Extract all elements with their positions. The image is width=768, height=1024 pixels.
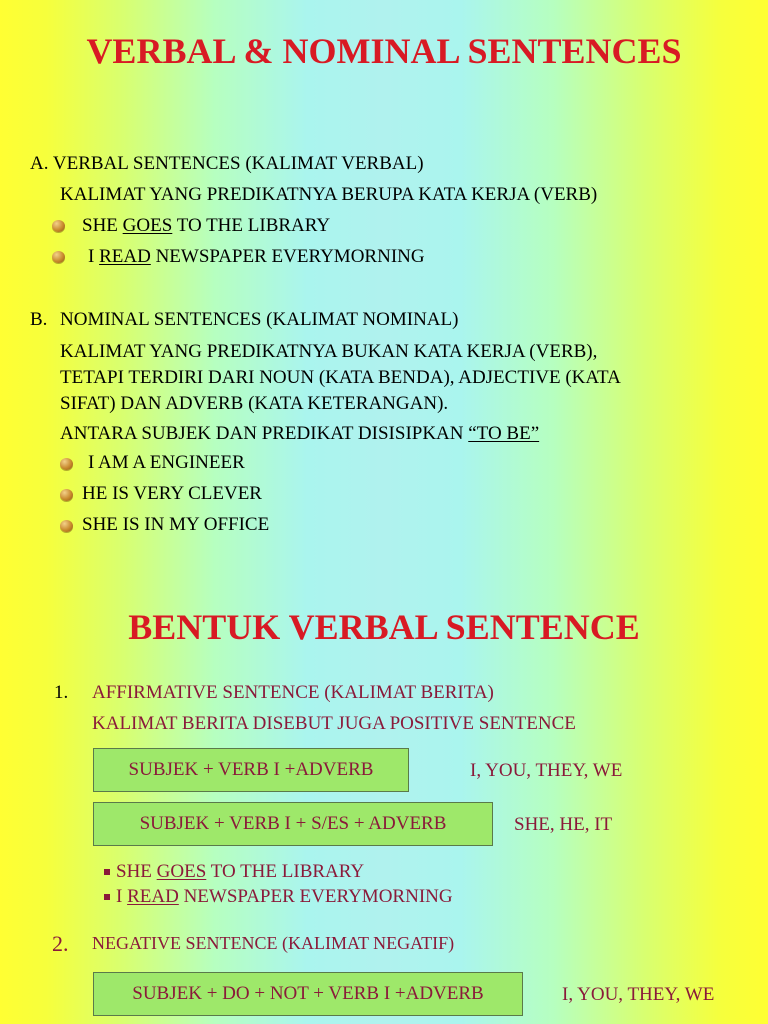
- bullet-icon: [60, 458, 73, 470]
- section-b-example-1: I AM A ENGINEER: [88, 452, 245, 473]
- item1-heading: AFFIRMATIVE SENTENCE (KALIMAT BERITA): [92, 682, 494, 703]
- formula-box: SUBJEK + VERB I + S/ES + ADVERB: [93, 802, 493, 846]
- section-b-to-be-note: ANTARA SUBJEK DAN PREDIKAT DISISIPKAN “TO BE”: [60, 423, 540, 444]
- item1-number: 1.: [54, 682, 69, 703]
- square-bullet-icon: [104, 869, 110, 875]
- slide-bentuk-verbal: [0, 576, 768, 1024]
- formula-box: SUBJEK + DO + NOT + VERB I +ADVERB: [93, 972, 523, 1016]
- section-b-definition-line-3: SIFAT) DAN ADVERB (KATA KETERANGAN).: [60, 393, 449, 414]
- item1-example-1: SHE GOES TO THE LIBRARY: [116, 861, 365, 882]
- formula-subjects: I, YOU, THEY, WE: [470, 760, 623, 781]
- section-b-example-3: SHE IS IN MY OFFICE: [82, 514, 270, 535]
- slide1-title: VERBAL & NOMINAL SENTENCES: [86, 31, 682, 71]
- section-a-example-2: I READ NEWSPAPER EVERYMORNING: [88, 246, 425, 267]
- section-b-definition-line-2: TETAPI TERDIRI DARI NOUN (KATA BENDA), ADJECTIVE (KATA: [60, 367, 621, 388]
- section-a-heading: A. VERBAL SENTENCES (KALIMAT VERBAL): [30, 153, 424, 174]
- slide2-title: BENTUK VERBAL SENTENCE: [128, 607, 640, 647]
- item2-heading: NEGATIVE SENTENCE (KALIMAT NEGATIF): [92, 933, 455, 953]
- section-b-example-2: HE IS VERY CLEVER: [82, 483, 262, 504]
- item1-example-2: I READ NEWSPAPER EVERYMORNING: [116, 886, 453, 907]
- bullet-icon: [60, 520, 73, 532]
- formula-box: SUBJEK + VERB I +ADVERB: [93, 748, 409, 792]
- section-b-letter: B.: [30, 309, 48, 330]
- square-bullet-icon: [104, 894, 110, 900]
- section-b-definition-line-1: KALIMAT YANG PREDIKATNYA BUKAN KATA KERJA (VERB),: [60, 341, 598, 362]
- formula-subjects: I, YOU, THEY, WE: [562, 984, 715, 1005]
- formula-subjects: SHE, HE, IT: [514, 814, 613, 835]
- item1-subheading: KALIMAT BERITA DISEBUT JUGA POSITIVE SENTENCE: [92, 713, 576, 734]
- section-a-example-1: SHE GOES TO THE LIBRARY: [82, 215, 331, 236]
- section-b-heading: NOMINAL SENTENCES (KALIMAT NOMINAL): [60, 309, 459, 330]
- bullet-icon: [52, 220, 65, 232]
- item2-number: 2.: [52, 931, 69, 956]
- section-a-definition: KALIMAT YANG PREDIKATNYA BERUPA KATA KERJA (VERB): [60, 184, 598, 205]
- bullet-icon: [60, 489, 73, 501]
- bullet-icon: [52, 251, 65, 263]
